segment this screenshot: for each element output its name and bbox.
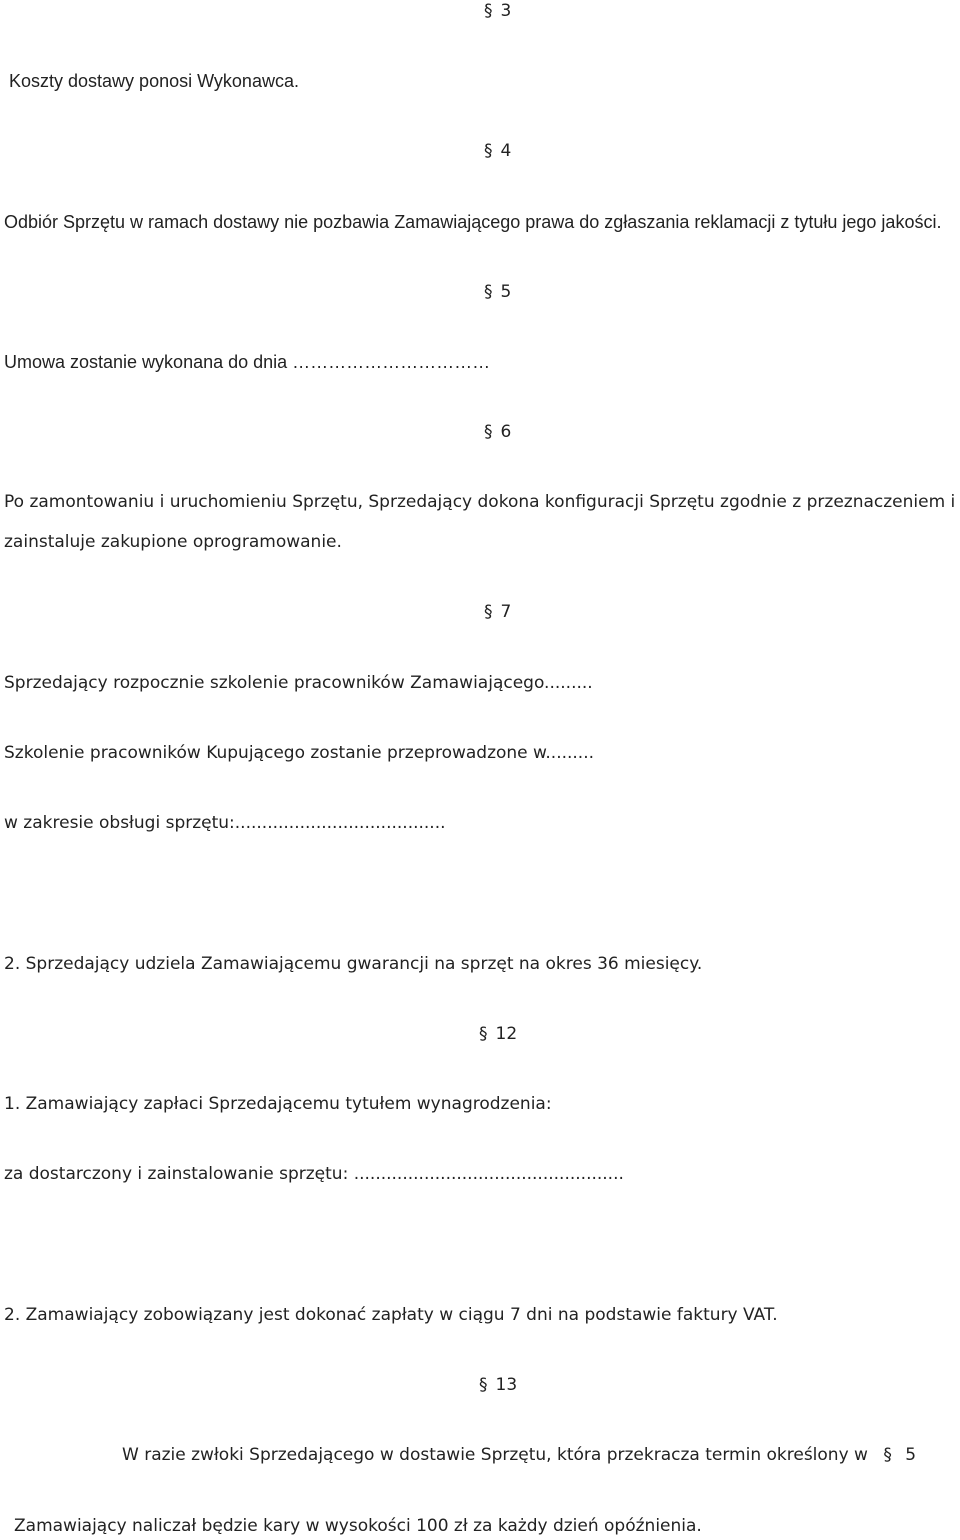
paragraph-training-start: Sprzedający rozpocznie szkolenie pracowników Zamawiającego......... bbox=[4, 673, 593, 693]
section-heading-12 bbox=[479, 1023, 517, 1045]
paragraph-penalty-line-1 bbox=[122, 1444, 916, 1466]
paragraph-penalty-line-2: Zamawiający naliczał będzie kary w wysokości 100 zł za każdy dzień opóźnienia. bbox=[14, 1516, 702, 1536]
paragraph-training-location: Szkolenie pracowników Kupującego zostanie przeprowadzone w......... bbox=[4, 743, 595, 763]
section-number: 12 bbox=[495, 1024, 518, 1044]
paragraph-payment-terms: 2. Zamawiający zobowiązany jest dokonać zapłaty w ciągu 7 dni na podstawie faktury VAT. bbox=[4, 1305, 778, 1325]
section-symbol: § bbox=[484, 141, 493, 161]
section-number: 6 bbox=[500, 422, 512, 442]
section-symbol: § bbox=[479, 1375, 488, 1395]
section-symbol: § bbox=[484, 1, 493, 21]
section-number: 4 bbox=[500, 141, 512, 161]
section-number: 13 bbox=[495, 1375, 518, 1395]
paragraph-completion-date: Umowa zostanie wykonana do dnia …………………………… bbox=[4, 352, 491, 372]
section-heading-5 bbox=[484, 281, 511, 303]
section-reference: 5 bbox=[905, 1445, 917, 1465]
section-symbol: § bbox=[479, 1024, 488, 1044]
paragraph-training-scope: w zakresie obsługi sprzętu:....................................... bbox=[4, 813, 446, 833]
section-number: 3 bbox=[500, 1, 512, 21]
section-heading-6 bbox=[484, 421, 511, 443]
section-heading-13 bbox=[479, 1374, 517, 1396]
section-number: 5 bbox=[500, 282, 512, 302]
section-symbol: § bbox=[484, 282, 493, 302]
section-heading-7 bbox=[484, 601, 511, 623]
paragraph-equipment-acceptance: Odbiór Sprzętu w ramach dostawy nie pozbawia Zamawiającego prawa do zgłaszania reklamacji z tytułu jego jakości. bbox=[4, 212, 942, 232]
paragraph-configuration-line-2: zainstaluje zakupione oprogramowanie. bbox=[4, 532, 342, 552]
section-number: 7 bbox=[500, 602, 512, 622]
section-heading-4 bbox=[484, 140, 511, 162]
section-symbol: § bbox=[883, 1445, 892, 1465]
paragraph-payment-amount: za dostarczony i zainstalowanie sprzętu: .................................................. bbox=[4, 1164, 624, 1184]
paragraph-configuration-line-1: Po zamontowaniu i uruchomieniu Sprzętu, Sprzedający dokona konfiguracji Sprzętu zgodnie z przeznaczeniem i bbox=[4, 492, 956, 512]
paragraph-warranty: 2. Sprzedający udziela Zamawiającemu gwarancji na sprzęt na okres 36 miesięcy. bbox=[4, 954, 703, 974]
paragraph-delivery-costs: Koszty dostawy ponosi Wykonawca. bbox=[9, 71, 299, 91]
penalty-text: W razie zwłoki Sprzedającego w dostawie Sprzętu, która przekracza termin określony w bbox=[122, 1445, 868, 1465]
paragraph-payment-intro: 1. Zamawiający zapłaci Sprzedającemu tytułem wynagrodzenia: bbox=[4, 1094, 552, 1114]
section-symbol: § bbox=[484, 602, 493, 622]
section-symbol: § bbox=[484, 422, 493, 442]
section-heading-3 bbox=[484, 0, 511, 22]
